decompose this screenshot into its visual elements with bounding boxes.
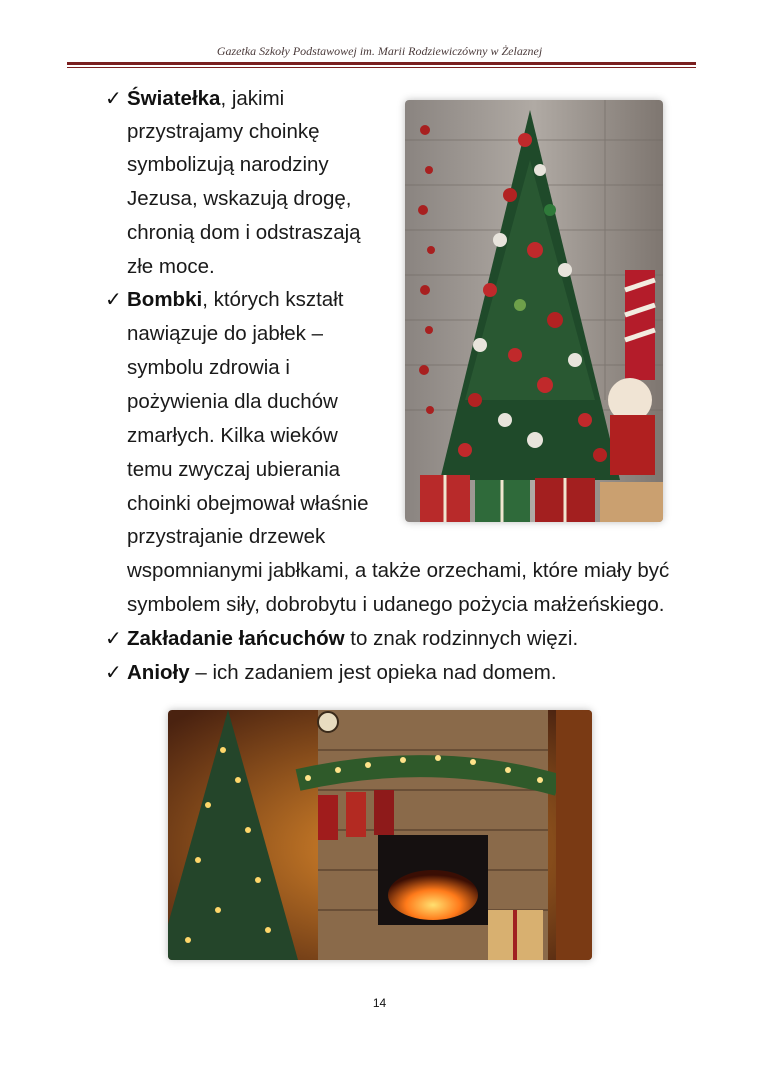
check-icon: ✓ <box>105 628 122 650</box>
text-line: pożywienia dla duchów <box>127 390 338 413</box>
fireplace-photo <box>168 710 592 960</box>
list-item-lights: Światełka, jakimi <box>127 87 285 110</box>
header-rule-thin <box>67 67 696 68</box>
text-line: chronią dom i odstraszają <box>127 221 361 244</box>
text-line: symbolizują narodziny <box>127 153 329 176</box>
check-icon: ✓ <box>105 88 122 110</box>
list-item-chains: Zakładanie łańcuchów to znak rodzinnych więzi. <box>127 627 579 650</box>
check-icon: ✓ <box>105 662 122 684</box>
text-line: zmarłych. Kilka wieków <box>127 424 338 447</box>
text-line: złe moce. <box>127 255 215 278</box>
list-item-baubles: Bombki, których kształt <box>127 288 344 311</box>
text-line: symbolem siły, dobrobytu i udanego pożycia małżeńskiego. <box>127 593 665 616</box>
text-line: choinki obejmował właśnie <box>127 492 369 515</box>
check-icon: ✓ <box>105 289 122 311</box>
text-line: Jezusa, wskazują drogę, <box>127 187 352 210</box>
list-item-angels: Anioły – ich zadaniem jest opieka nad domem. <box>127 661 557 684</box>
christmas-tree-photo <box>405 100 663 522</box>
text-line: wspomnianymi jabłkami, a także orzechami, które miały być <box>127 559 670 582</box>
header-rule-thick <box>67 62 696 65</box>
text-line: przystrajamy choinkę <box>127 120 320 143</box>
page-number: 14 <box>372 996 387 1010</box>
text-line: przystrajanie drzewek <box>127 525 326 548</box>
page-header: Gazetka Szkoły Podstawowej im. Marii Rodziewiczówny w Żelaznej <box>216 44 543 58</box>
text-line: symbolu zdrowia i <box>127 356 290 379</box>
text-line: nawiązuje do jabłek – <box>127 322 324 345</box>
text-line: temu zwyczaj ubierania <box>127 458 341 481</box>
